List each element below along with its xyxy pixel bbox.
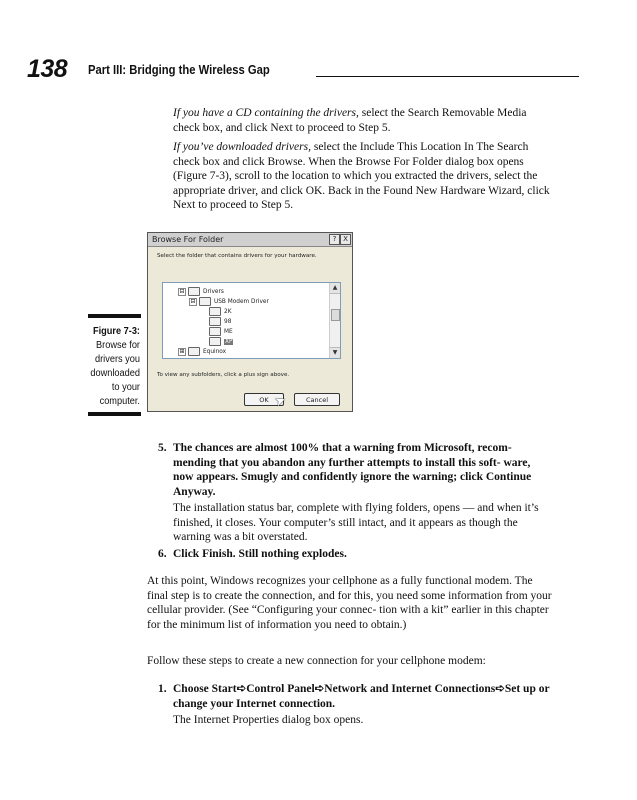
part-title: Part III: Bridging the Wireless Gap [88,63,270,77]
expand-icon[interactable]: ⊞ [179,347,185,355]
download-text: select the Include This Location In The Search check box and click Browse. When the Browse For Folder dialog box opens (Figure 7-3), scroll to the location to which you extracted the drivers, select the appropriate driver, and click OK. Back in the Found New Hardware Wizard, click Next to proceed to Step 5. [173,141,550,211]
cancel-button[interactable]: Cancel [294,393,340,406]
folder-icon [188,287,200,296]
cd-paragraph [173,106,548,135]
caption-label: Figure 7-3: [92,326,140,337]
caption-line: computer. [99,396,140,407]
header-rule [316,76,579,77]
collapse-icon[interactable]: ⊟ [179,287,185,295]
tree-node-label: XP [225,339,233,345]
tree-node-me[interactable] [209,327,233,336]
step-5 [158,441,549,499]
step-6 [158,547,549,562]
caption-line: to your [111,382,140,393]
tree-node-label: Equinox [203,349,227,355]
tree-node-usb-modem-driver[interactable] [189,297,269,306]
scroll-up-icon[interactable]: ▲ [330,283,340,294]
folder-icon [199,297,211,306]
cd-lead: If you have a CD containing the drivers, [173,107,359,119]
tree-node-equinox[interactable] [178,347,226,356]
mouse-pointer-icon: ➤ [272,392,289,411]
close-button[interactable]: X [340,234,351,245]
download-paragraph [173,140,553,213]
tree-node-drivers[interactable] [178,287,224,296]
tree-node-label: 98 [224,319,232,325]
folder-icon [188,347,200,356]
scroll-down-icon[interactable]: ▼ [330,347,340,358]
caption-line: drivers you [95,354,140,365]
collapse-icon[interactable]: ⊟ [190,297,196,305]
tree-node-label: Drivers [203,289,224,295]
caption-rule-bottom [88,412,141,416]
help-button[interactable]: ? [329,234,340,245]
body-paragraph: At this point, Windows recognizes your cellphone as a fully functional modem. The final step is to create the connection, and for this, you need some information from your cellular provider. (See “Configuring your connec- tion with a kit” earlier in this chapter for the minimum list of information you need to obtain.) [147,575,552,631]
tree-node-98[interactable] [209,317,231,326]
caption-line: downloaded [90,368,140,379]
step-number: 1. [158,683,167,695]
folder-icon [209,317,221,326]
caption-line: Browse for [96,340,140,351]
figure-caption [66,325,140,409]
folder-icon [209,327,221,336]
dialog-titlebar [148,233,352,247]
tree-node-label: 2K [224,309,232,315]
caption-rule-top [88,314,141,318]
cd-text: select the Search Removable Media check box, and click Next to proceed to Step 5. [173,107,527,134]
step-1-followup: The Internet Properties dialog box opens. [173,714,364,726]
step-number: 6. [158,548,167,560]
step-number: 5. [158,442,167,454]
folder-tree[interactable] [162,282,341,359]
folder-icon [209,307,221,316]
step-text: Click Finish. Still nothing explodes. [173,548,347,560]
step-1 [158,682,551,711]
scroll-thumb[interactable] [331,309,340,321]
body-paragraph: Follow these steps to create a new connection for your cellphone modem: [147,655,486,667]
page-header [27,56,552,82]
dialog-title: Browse For Folder [152,235,224,244]
tree-node-2k[interactable] [209,307,232,316]
browse-for-folder-dialog [147,232,353,412]
tree-node-label: USB Modem Driver [214,299,269,305]
step-5-followup: The installation status bar, complete with flying folders, opens — and when it’s finished, it closes. Your computer’s still intact, and it appears as though the warning was a bit overstated. [173,502,539,543]
dialog-instruction: Select the folder that contains drivers for your hardware. [157,253,317,259]
ok-button[interactable]: OK [244,393,284,406]
folder-icon [209,337,221,346]
download-lead: If you’ve downloaded drivers, [173,141,311,153]
step-text: The chances are almost 100% that a warning from Microsoft, recom- mending that you abandon any further attempts to install this soft- ware, now appears. Smugly and confidently ignore the warning; click Continue Anyway. [173,442,532,498]
tree-scrollbar[interactable] [329,283,340,358]
tree-node-xp[interactable] [209,337,233,346]
tree-node-label: ME [224,329,233,335]
dialog-hint: To view any subfolders, click a plus sign above. [157,372,290,378]
page-number: 138 [27,55,68,83]
step-text: Choose Start➪Control Panel➪Network and Internet Connections➪Set up or change your Internet connection. [173,683,550,710]
